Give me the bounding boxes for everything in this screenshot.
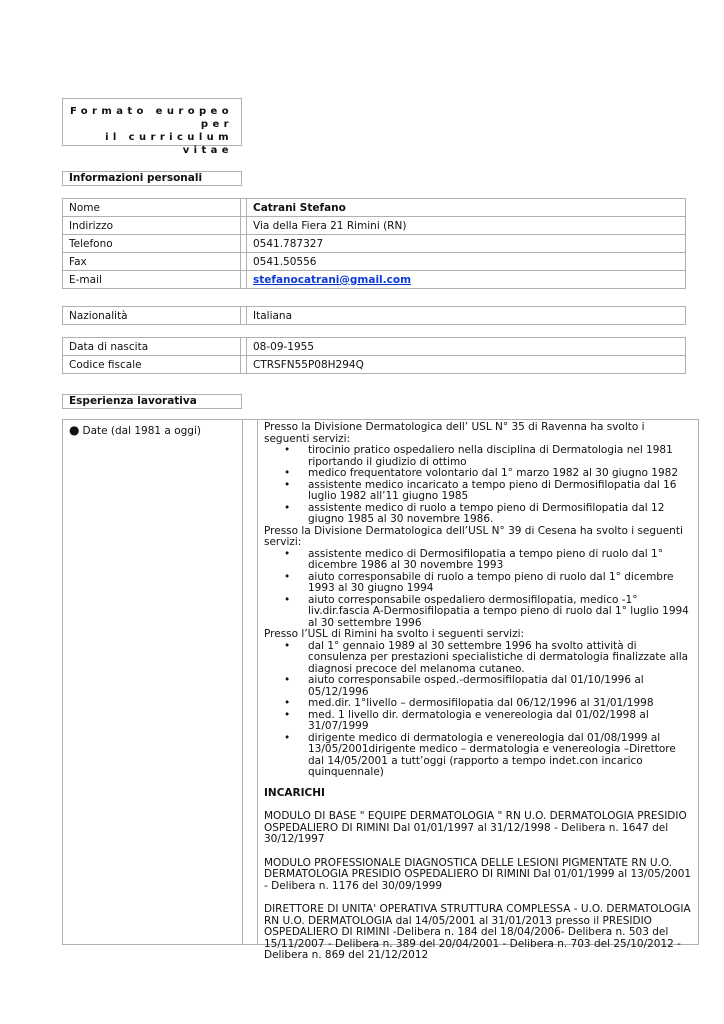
list-item: • medico frequentatore volontario dal 1° marzo 1982 al 30 giugno 1982 [264, 468, 692, 480]
list-item: • aiuto corresponsabile di ruolo a tempo pieno di ruolo dal 1° dicembre 1993 al 30 giugno 1994 [264, 572, 692, 595]
list-item: • aiuto corresponsabile ospedaliero dermosifilopatia, medico -1° liv.dir.fascia A-Dermosifilopatia a tempo pieno di ruolo dal 1° luglio 1994 al 30 settembre 1996 [264, 595, 692, 630]
cesena-intro: Presso la Divisione Dermatologica dell’USL N° 39 di Cesena ha svolto i seguenti servizi: [264, 524, 683, 548]
cv-title-line2: il curriculum vitae [105, 132, 233, 156]
list-item: • dal 1° gennaio 1989 al 30 settembre 1996 ha svolto attività di consulenza per prestazioni specialistiche di dermatologia finalizzate alla diagnosi precoce del melanoma cutaneo. [264, 641, 692, 676]
cv-title-box [62, 98, 242, 156]
table-row [63, 271, 686, 289]
personal-info-table [62, 198, 686, 289]
address-label: Indirizzo [63, 217, 241, 235]
section-header-experience: Esperienza lavorativa [62, 394, 242, 409]
phone-value: 0541.787327 [247, 235, 686, 253]
ravenna-list [264, 445, 692, 526]
list-item: • dirigente medico di dermatologia e venereologia dal 01/08/1999 al 13/05/2001dirigente medico – dermatologia e venereologia –Direttore dal 14/05/2001 a tutt’oggi (rapporto a tempo indet.con incarico quinquennale) [264, 733, 692, 779]
experience-details [258, 419, 699, 961]
table-row [63, 307, 686, 325]
incarichi-heading: INCARICHI [264, 786, 325, 799]
email-label: E-mail [63, 271, 241, 289]
table-row [63, 253, 686, 271]
list-item: • assistente medico di ruolo a tempo pieno di Dermosifilopatia dal 12 giugno 1985 al 30 novembre 1986. [264, 503, 692, 526]
incarico-item: MODULO PROFESSIONALE DIAGNOSTICA DELLE LESIONI PIGMENTATE RN U.O. DERMATOLOGIA PRESIDIO OSPEDALIERO DI RIMINI Dal 01/01/1999 al 13/05/2001 - Delibera n. 1176 del 30/09/1999 [264, 856, 692, 892]
rimini-list [264, 641, 692, 779]
table-row [63, 338, 686, 356]
list-item: • assistente medico di Dermosifilopatia a tempo pieno di ruolo dal 1° dicembre 1986 al 30 novembre 1993 [264, 549, 692, 572]
name-label: Nome [63, 199, 241, 217]
name-value: Catrani Stefano [247, 199, 686, 217]
list-item: • med. 1 livello dir. dermatologia e venereologia dal 01/02/1998 al 31/07/1999 [264, 710, 692, 733]
rimini-intro: Presso l’USL di Rimini ha svolto i seguenti servizi: [264, 628, 525, 640]
experience-date-label: Date (dal 1981 a oggi) [82, 425, 201, 437]
table-row [63, 235, 686, 253]
nationality-label: Nazionalità [63, 307, 241, 325]
list-item: • med.dir. 1°livello – dermosifilopatia dal 06/12/1996 al 31/01/1998 [264, 698, 692, 710]
incarico-item: MODULO DI BASE " EQUIPE DERMATOLOGIA " RN U.O. DERMATOLOGIA PRESIDIO OSPEDALIERO DI RIMINI Dal 01/01/1997 al 31/12/1998 - Delibera n. 1647 del 30/12/1997 [264, 810, 687, 845]
list-item: • tirocinio pratico ospedaliero nella disciplina di Dermatologia nel 1981 riportando il giudizio di ottimo [264, 445, 692, 468]
phone-label: Telefono [63, 235, 241, 253]
list-item: • assistente medico incaricato a tempo pieno di Dermosifilopatia dal 16 luglio 1982 all’11 giugno 1985 [264, 480, 692, 503]
nationality-table [62, 306, 686, 325]
nationality-value: Italiana [247, 307, 686, 325]
list-item: • aiuto corresponsabile osped.-dermosifilopatia dal 01/10/1996 al 05/12/1996 [264, 675, 692, 698]
cesena-list [264, 549, 692, 630]
table-row [63, 199, 686, 217]
birth-table [62, 337, 686, 374]
tax-code-value: CTRSFN55P08H294Q [247, 356, 686, 374]
bullet-icon: ● [69, 423, 80, 437]
email-link[interactable]: stefanocatrani@gmail.com [253, 273, 412, 286]
birthdate-value: 08-09-1955 [247, 338, 686, 356]
incarico-item: DIRETTORE DI UNITA' OPERATIVA STRUTTURA COMPLESSA - U.O. DERMATOLOGIA RN U.O. DERMATOLOGIA dal 14/05/2001 al 31/01/2013 presso il PRESIDIO OSPEDALIERO DI RIMINI -Delibera n. 184 del 18/04/2006- Delibera n. 503 del 15/11/2007 - Delibera n. 389 del 20/04/2001 - Delibera n. 703 del 25/10/2012 - Delibera n. 869 del 21/12/2012 [264, 903, 691, 961]
fax-label: Fax [63, 253, 241, 271]
experience-block [62, 419, 699, 961]
table-row [63, 217, 686, 235]
tax-code-label: Codice fiscale [63, 356, 241, 374]
table-row [63, 356, 686, 374]
cv-title-line1: Formato europeo per [69, 106, 233, 130]
birthdate-label: Data di nascita [63, 338, 241, 356]
fax-value: 0541.50556 [247, 253, 686, 271]
experience-date-column [62, 419, 243, 945]
address-value: Via della Fiera 21 Rimini (RN) [247, 217, 686, 235]
section-header-personal: Informazioni personali [62, 171, 242, 186]
ravenna-intro: Presso la Divisione Dermatologica dell’ USL N° 35 di Ravenna ha svolto i seguenti servizi: [264, 421, 645, 445]
